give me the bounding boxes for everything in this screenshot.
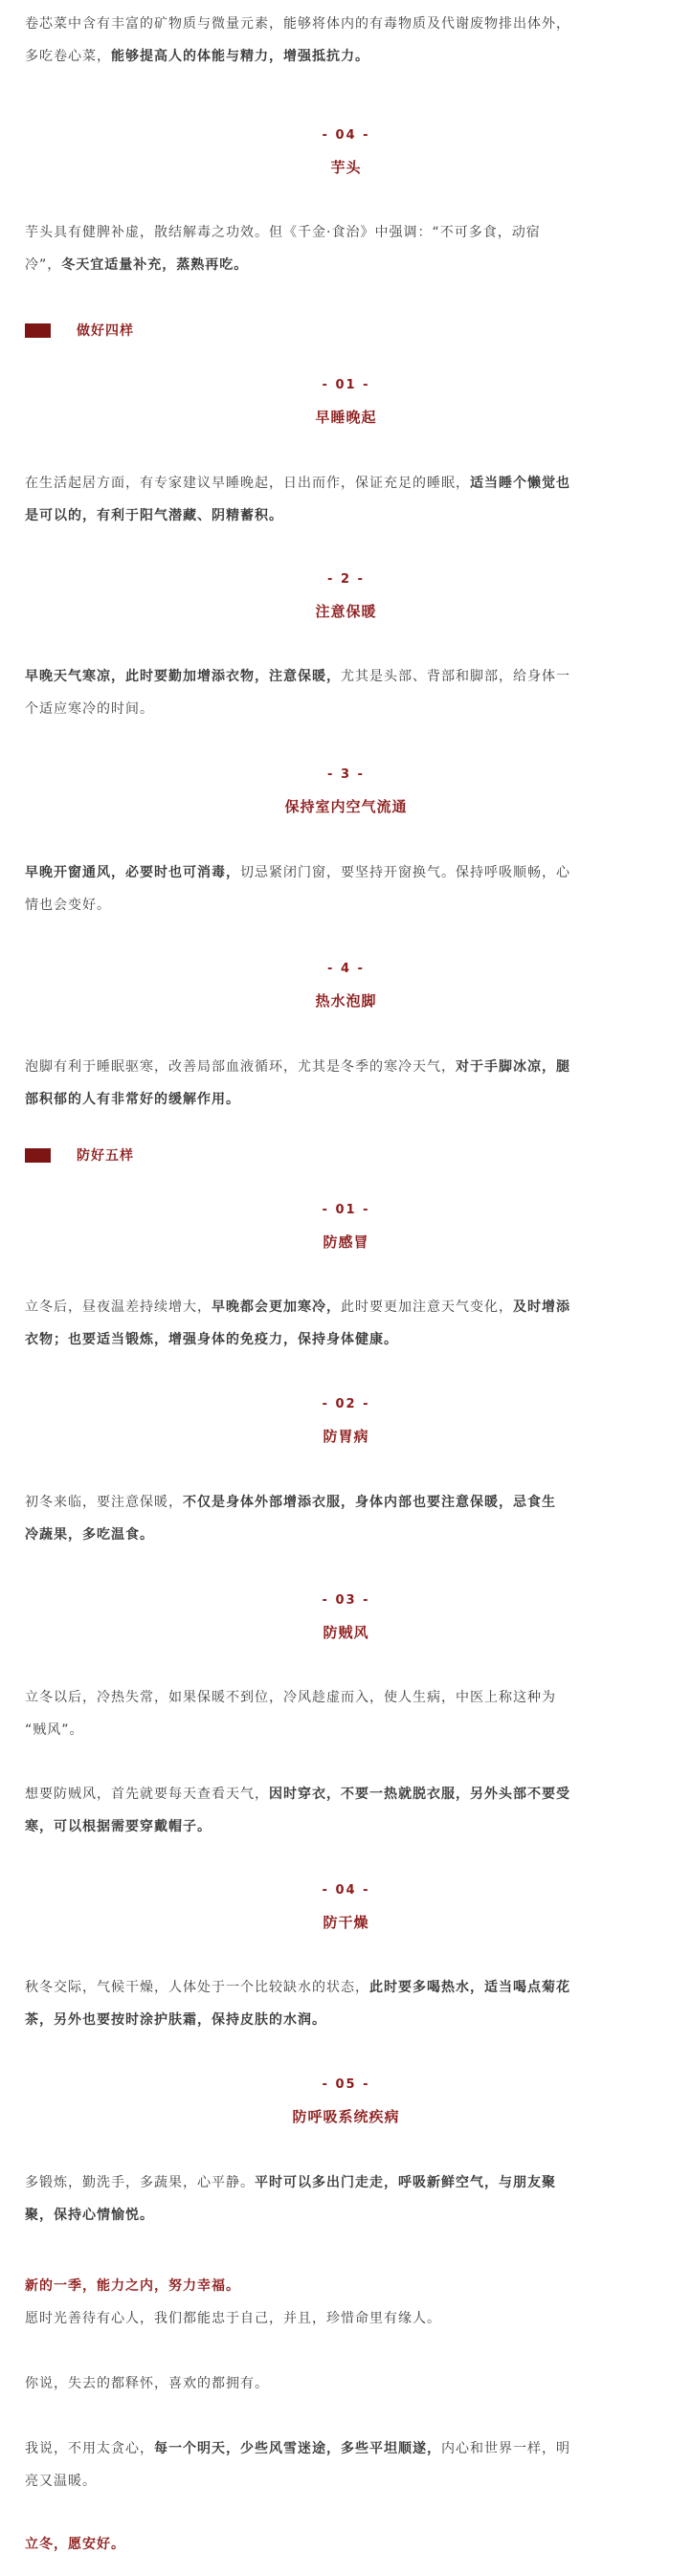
item-number: - 3 -: [327, 767, 365, 782]
bold-text: 茶，另外也要按时涂护肤霜，保持皮肤的水润。: [25, 2012, 326, 2028]
text: 个适应寒冷的时间。: [25, 701, 154, 717]
section-marker: [25, 323, 51, 338]
paragraph-cabbage: [25, 8, 660, 73]
item-title: 注意保暖: [315, 603, 377, 620]
paragraph-wind-2: [25, 1778, 660, 1843]
text: 泡脚有利于睡眠驱寒，改善局部血液循环，尤其是冬季的寒冷天气，: [25, 1059, 456, 1075]
section-header-do: [25, 321, 134, 340]
closing-paragraph: [25, 2270, 660, 2335]
paragraph-taro: [25, 216, 660, 281]
text: 初冬来临，要注意保暖，: [25, 1495, 183, 1510]
bold-text: 早晚开窗通风，必要时也可消毒，: [25, 865, 240, 880]
section-header-guard: [25, 1145, 134, 1165]
item-title: 早睡晚起: [315, 409, 377, 426]
paragraph-ventilation: [25, 856, 660, 922]
bold-text: 每一个明天，少些风雪迷途，多些平坦顺遂，: [154, 2441, 441, 2456]
bold-text: 平时可以多出门走走，呼吸新鲜空气，与朋友聚: [255, 2175, 556, 2190]
item-number: - 01 -: [322, 378, 370, 392]
bold-text: 是可以的，有利于阳气潜藏、阴精蓄积。: [25, 508, 283, 523]
item-title: 防感冒: [323, 1233, 369, 1251]
item-number: - 4 -: [327, 962, 365, 976]
text: “贼风”。: [25, 1722, 84, 1738]
paragraph-warmth: [25, 660, 660, 725]
text: 切忌紧闭门窗，要坚持开窗换气。保持呼吸顺畅，心: [240, 865, 570, 880]
text: 我说，不用太贪心，: [25, 2441, 154, 2456]
item-title: 防呼吸系统疾病: [292, 2108, 400, 2125]
text: 想要防贼风，首先就要每天查看天气，: [25, 1787, 269, 1802]
closing-wish: [25, 2528, 660, 2561]
highlight-text: 新的一季，能力之内，努力幸福。: [25, 2278, 240, 2294]
item-number: - 04 -: [322, 128, 370, 143]
text: 多锻炼，勤洗手，多蔬果，心平静。: [25, 2175, 255, 2190]
bold-text: 早晚天气寒凉，此时要勤加增添衣物，注意保暖，: [25, 669, 341, 684]
text: 你说，失去的都释怀，喜欢的都拥有。: [25, 2376, 269, 2391]
bold-text: 部积郁的人有非常好的缓解作用。: [25, 1092, 240, 1107]
bold-text: 及时增添: [513, 1299, 570, 1315]
highlight-text: 立冬，愿安好。: [25, 2537, 125, 2552]
item-number: - 03 -: [322, 1593, 370, 1608]
item-title: 保持室内空气流通: [284, 798, 408, 815]
bold-text: 衣物；也要适当锻炼，增强身体的免疫力，保持身体健康。: [25, 1332, 398, 1347]
section-label: 防好五样: [77, 1148, 134, 1164]
item-number: - 2 -: [327, 572, 365, 587]
text: 卷芯菜中含有丰富的矿物质与微量元素，能够将体内的有毒物质及代谢废物排出体外，: [25, 16, 570, 32]
bold-text: 适当睡个懒觉也: [470, 476, 570, 491]
bold-text: 不仅是身体外部增添衣服，身体内部也要注意保暖，忌食生: [183, 1495, 556, 1510]
bold-text: 早晚都会更加寒冷，: [212, 1299, 341, 1315]
text: 多吃卷心菜，: [25, 49, 111, 64]
section-marker: [25, 1148, 51, 1163]
item-title: 防干燥: [323, 1914, 369, 1931]
bold-text: 冷蔬果，多吃温食。: [25, 1527, 154, 1543]
item-number: - 04 -: [322, 1883, 370, 1898]
closing-line: [25, 2367, 660, 2400]
paragraph-foot-bath: [25, 1051, 660, 1116]
text: 此时要更加注意天气变化，: [341, 1299, 513, 1315]
bold-text: 寒，可以根据需要穿戴帽子。: [25, 1819, 212, 1834]
text: 冷”，: [25, 257, 62, 273]
text: 秋冬交际，气候干燥，人体处于一个比较缺水的状态，: [25, 1980, 369, 1995]
paragraph-respiratory: [25, 2166, 660, 2232]
bold-text: 因时穿衣，不要一热就脱衣服，另外头部不要受: [269, 1787, 570, 1802]
text: 芋头具有健脾补虚，散结解毒之功效。但《千金·食治》中强调：“不可多食，动宿: [25, 225, 541, 240]
text: 尤其是头部、背部和脚部，给身体一: [341, 669, 570, 684]
paragraph-dryness: [25, 1971, 660, 2036]
paragraph-sleep: [25, 467, 660, 532]
item-title: 热水泡脚: [315, 992, 377, 1010]
bold-text: 对于手脚冰凉，腿: [456, 1059, 570, 1075]
text: 立冬后，昼夜温差持续增大，: [25, 1299, 212, 1315]
item-title: 芋头: [330, 159, 362, 176]
item-title: 防胃病: [323, 1428, 369, 1445]
text: 在生活起居方面，有专家建议早睡晚起，日出而作，保证充足的睡眠，: [25, 476, 470, 491]
text: 内心和世界一样，明: [441, 2441, 570, 2456]
paragraph-wind: [25, 1681, 660, 1746]
paragraph-cold: [25, 1291, 660, 1356]
item-number: - 02 -: [322, 1397, 370, 1411]
bold-text: 此时要多喝热水，适当喝点菊花: [369, 1980, 570, 1995]
section-label: 做好四样: [77, 323, 134, 339]
bold-text: 冬天宜适量补充，蒸熟再吃。: [61, 257, 249, 273]
item-title: 防贼风: [323, 1624, 369, 1641]
closing-paragraph-2: [25, 2432, 660, 2498]
text: 亮又温暖。: [25, 2474, 97, 2489]
bold-text: 聚，保持心情愉悦。: [25, 2208, 154, 2223]
text: 情也会变好。: [25, 898, 111, 913]
text: 立冬以后，冷热失常，如果保暖不到位，冷风趁虚而入，使人生病，中医上称这种为: [25, 1690, 556, 1705]
item-number: - 05 -: [322, 2077, 370, 2092]
text: 愿时光善待有心人，我们都能忠于自己，并且，珍惜命里有缘人。: [25, 2311, 441, 2326]
paragraph-stomach: [25, 1486, 660, 1551]
item-number: - 01 -: [322, 1203, 370, 1217]
bold-text: 能够提高人的体能与精力，增强抵抗力。: [111, 49, 369, 64]
